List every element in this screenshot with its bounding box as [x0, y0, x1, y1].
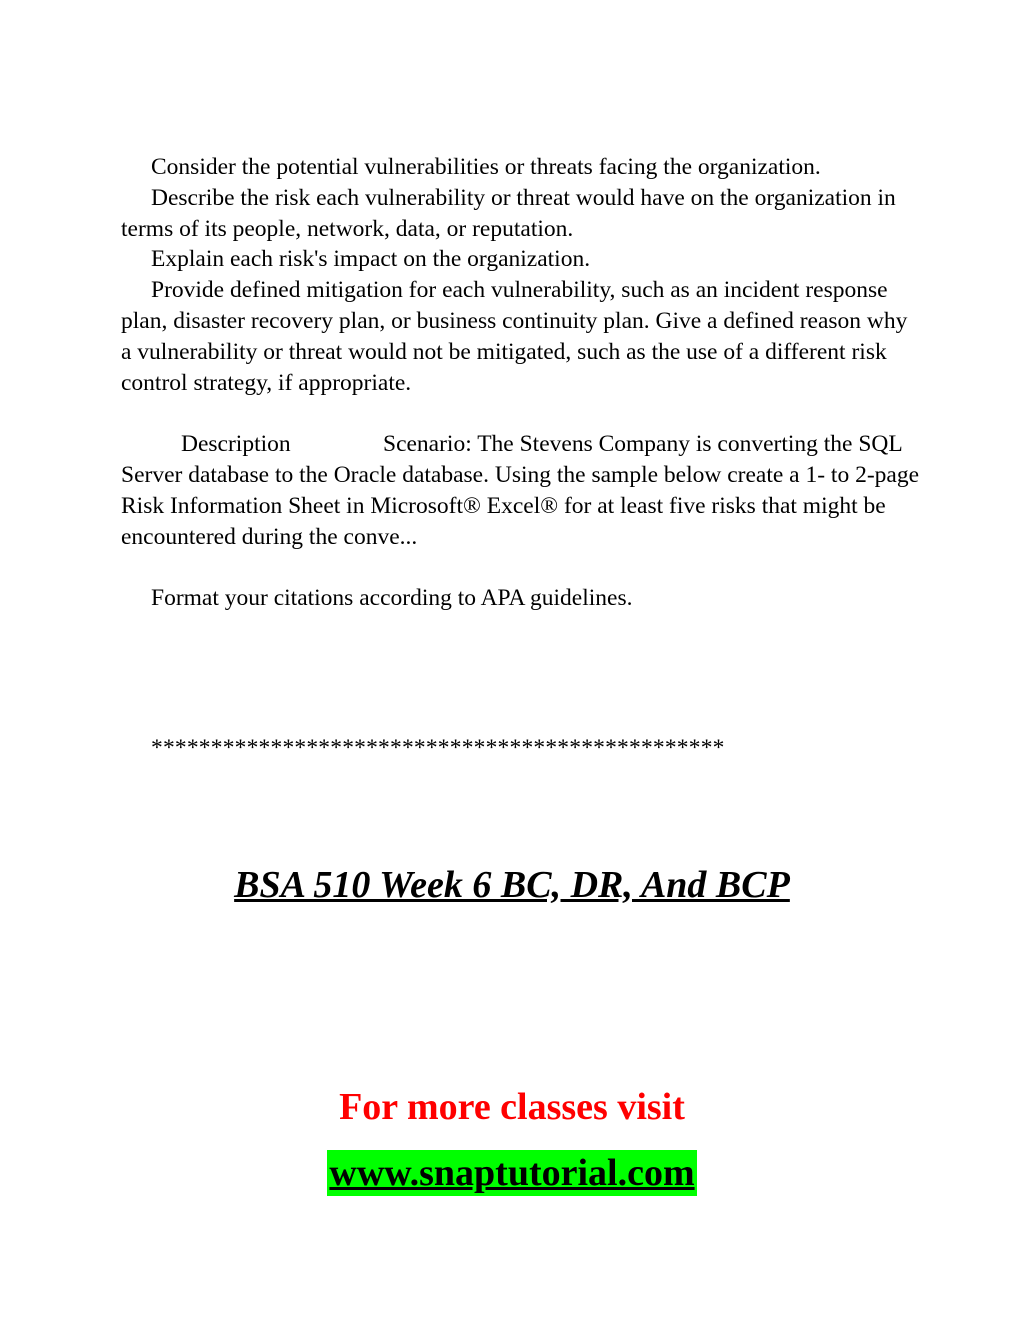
paragraph-gap — [121, 552, 921, 583]
description-scenario: Scenario: The Stevens Company is converting the SQL Server database to the Oracle database. Using the sample below create a 1- to 2-page Risk Information Sheet in Microsoft® Excel® for at least five risks that might be encountered during the conve... — [121, 431, 920, 550]
description-label: Description — [181, 431, 291, 458]
assignment-instructions — [121, 152, 921, 614]
instruction-vulnerabilities: Consider the potential vulnerabilities or threats facing the organization. — [151, 154, 821, 180]
instruction-citations: Format your citations according to APA guidelines. — [151, 585, 633, 612]
instruction-explain-impact: Explain each risk's impact on the organization. — [151, 246, 591, 273]
document-title: BSA 510 Week 6 BC, DR, And BCP — [234, 864, 790, 906]
promo-text: For more classes visit — [339, 1086, 685, 1128]
promo-link-container — [0, 1150, 1024, 1196]
instruction-describe-risk: Describe the risk each vulnerability or threat would have on the organization in terms of its people, network, data, or reputation. — [121, 184, 896, 242]
website-link[interactable]: www.snaptutorial.com — [329, 1152, 695, 1194]
description-paragraph — [121, 429, 921, 552]
paragraph-gap — [121, 398, 921, 429]
asterisk-separator: ************************************************ — [151, 735, 725, 761]
instruction-mitigation: Provide defined mitigation for each vulnerability, such as an incident response plan, disaster recovery plan, or business continuity plan. Give a defined reason why a vulnerability or threat would not be mitigated, such as the use of a different risk control strategy, if appropriate. — [121, 277, 908, 396]
